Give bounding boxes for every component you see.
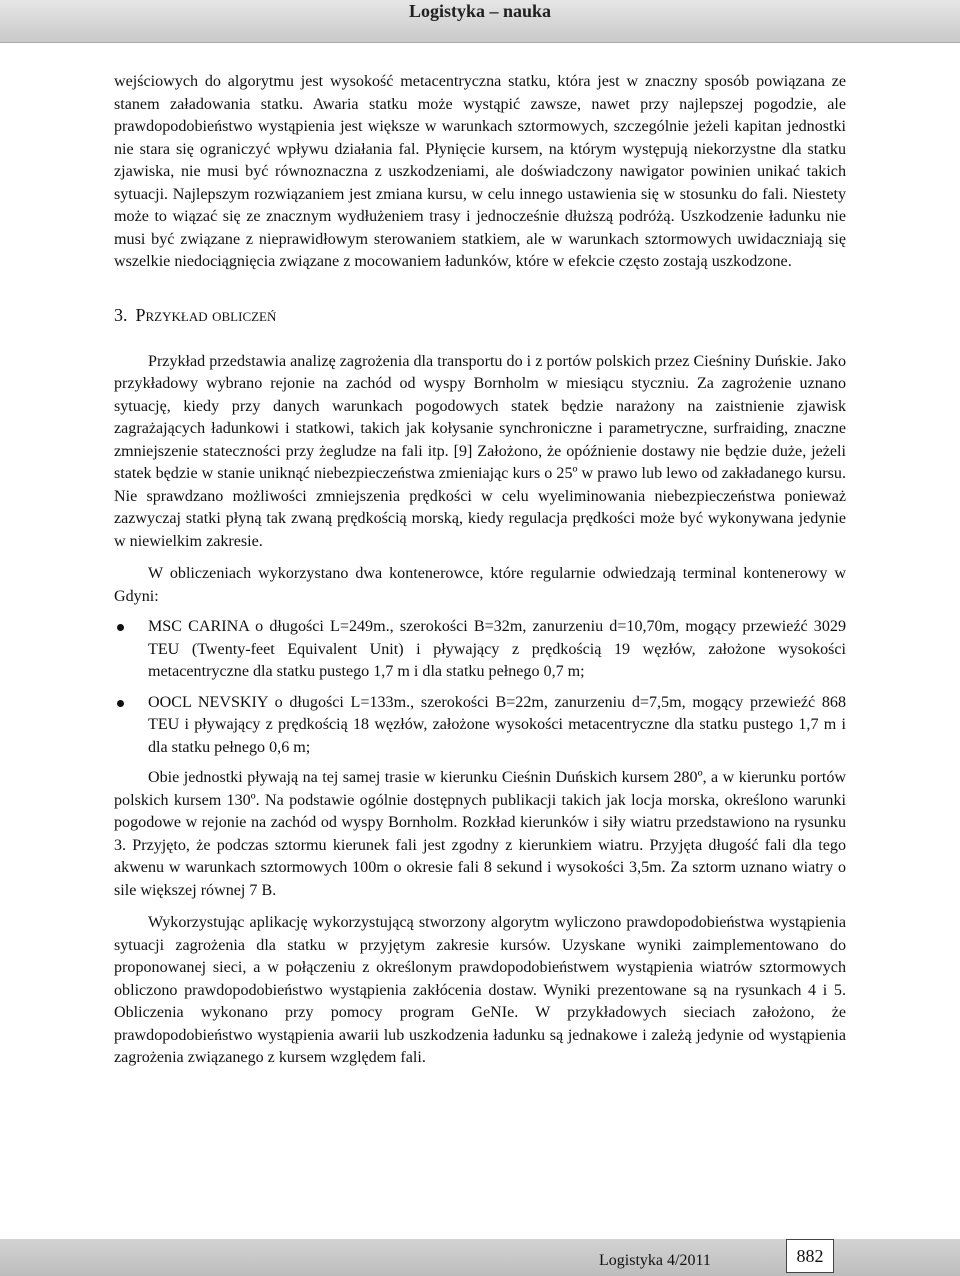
list-item-text: MSC CARINA o długości L=249m., szerokości B=32m, zanurzeniu d=10,70m, mogący przewieźć 3029 TEU (Twenty-feet Equivalent Unit) i pływający z prędkością 19 węzłów, założone wysokości metacentryczne dla statku pustego 1,7 m i dla statku pełnego 0,7 m; bbox=[148, 618, 846, 680]
section-number: 3. bbox=[114, 304, 128, 325]
section-paragraph-4: Wykorzystując aplikację wykorzystującą stworzony algorytm wyliczono prawdopodobieństwa wystąpienia sytuacji zagrożenia dla statku w przyjętym zakresie kursów. Uzyskane wyniki zaimplementowano do proponowanej sieci, a w połączeniu z określonym prawdopodobieństwem wystąpienia wiatrów sztormowych obliczono prawdopodobieństwo wystąpienia zakłócenia dostaw. Wyniki prezentowane są na rysunkach 4 i 5. Obliczenia wykonano przy pomocy program GeNIe. W przykładowych sieciach założono, że prawdopodobieństwo wystąpienia awarii lub uszkodzenia ładunku są jednakowe i zależą jedynie od wystąpienia zagrożenia związanego z kursem względem fali. bbox=[114, 914, 846, 1066]
section-title: Przykład obliczeń bbox=[135, 304, 277, 325]
intro-paragraph: wejściowych do algorytmu jest wysokość metacentryczna statku, która jest w znaczny sposób powiązana ze stanem załadowania statku. Awaria statku może wystąpić zawsze, nawet przy najlepszej pogodzie, ale prawdopodobieństwo wystąpienia jest większe w warunkach sztormowych, szczególnie jeżeli kapitan jednostki nie stara się ograniczyć wpływu działania fal. Płynięcie kursem, na którym występują niekorzystne dla statku zjawiska, nie musi być równoznaczna z uszkodzeniami, ale doświadczony nawigator powinien unikać takich sytuacji. Najlepszym rozwiązaniem jest zmiana kursu, w celu innego ustawienia się w stosunku do fali. Niestety może to wiązać się ze znacznym wydłużeniem trasy i jednocześnie dłuższą podróżą. Uszkodzenie ładunku nie musi być związane z nieprawidłowym sterowaniem statkiem, ale w warunkach sztormowych uwidaczniają się wszelkie niedociągnięcia związane z mocowaniem ładunków, które w efekcie często zostają uszkodzone. bbox=[114, 73, 846, 270]
list-item bbox=[114, 692, 846, 760]
list-item-text: OOCL NEVSKIY o długości L=133m., szerokości B=22m, zanurzeniu d=7,5m, mogący przewieźć 868 TEU i pływający z prędkością 18 węzłów, założone wysokości metacentryczne dla statku pustego 1,7 m i dla statku pełnego 0,6 m; bbox=[148, 693, 846, 756]
header-title: Logistyka – nauka bbox=[408, 1, 552, 21]
section-paragraph-2: W obliczeniach wykorzystano dwa kontenerowce, które regularnie odwiedzają terminal kontenerowy w Gdyni: bbox=[114, 565, 846, 605]
section-heading bbox=[114, 304, 846, 326]
bullet-icon bbox=[117, 624, 124, 631]
footer-journal: Logistyka 4/2011 bbox=[599, 1252, 711, 1269]
section-paragraph-3: Obie jednostki pływają na tej samej trasie w kierunku Cieśnin Duńskich kursem 280º, a w kierunku portów polskich kursem 130º. Na podstawie ogólnie dostępnych publikacji takich jak locja morska, określono warunki pogodowe w rejonie na zachód od wyspy Bornholm. Rozkład kierunków i siły wiatru przedstawiono na rysunku 3. Przyjęto, że podczas sztormu kierunek fali jest zgodny z kierunkiem wiatru. Przyjęta długość fali dla tego akwenu w warunkach sztormowych 100m o okresie fali 8 sekund i wysokości 3,5m. Za sztorm uznano wiatry o sile większej równej 7 B. bbox=[114, 769, 846, 899]
ship-list bbox=[114, 616, 846, 759]
bullet-icon bbox=[117, 700, 124, 707]
page-number: 882 bbox=[786, 1239, 834, 1273]
section-paragraph-1: Przykład przedstawia analizę zagrożenia dla transportu do i z portów polskich przez Cieśniny Duńskie. Jako przykładowy wybrano rejonie na zachód od wyspy Bornholm w miesiącu styczniu. Za zagrożenie uznano sytuację, kiedy przy danych warunkach pogodowych statek będzie narażony na zaistnienie zjawisk zagrażających ładunkowi i statkowi, takich jak kołysanie synchroniczne i parametryczne, surfraiding, znaczne zmniejszenie stateczności przy żegludze na fali itp. [9] Założono, że opóźnienie dostawy nie będzie duże, jeżeli statek będzie w stanie uniknąć niebezpieczeństwa zmieniając kurs o 25º w prawo lub lewo od zakładanego kursu. Nie sprawdzano możliwości zmniejszenia prędkości w celu wyeliminowania niebezpieczeństwa ponieważ zazwyczaj statki płyną tak zwaną prędkością morską, kiedy regulacja prędkości może być wykonywana jedynie w niewielkim zakresie. bbox=[114, 352, 846, 550]
page-header bbox=[0, 0, 960, 43]
article-body bbox=[114, 71, 846, 1070]
list-item bbox=[114, 616, 846, 684]
